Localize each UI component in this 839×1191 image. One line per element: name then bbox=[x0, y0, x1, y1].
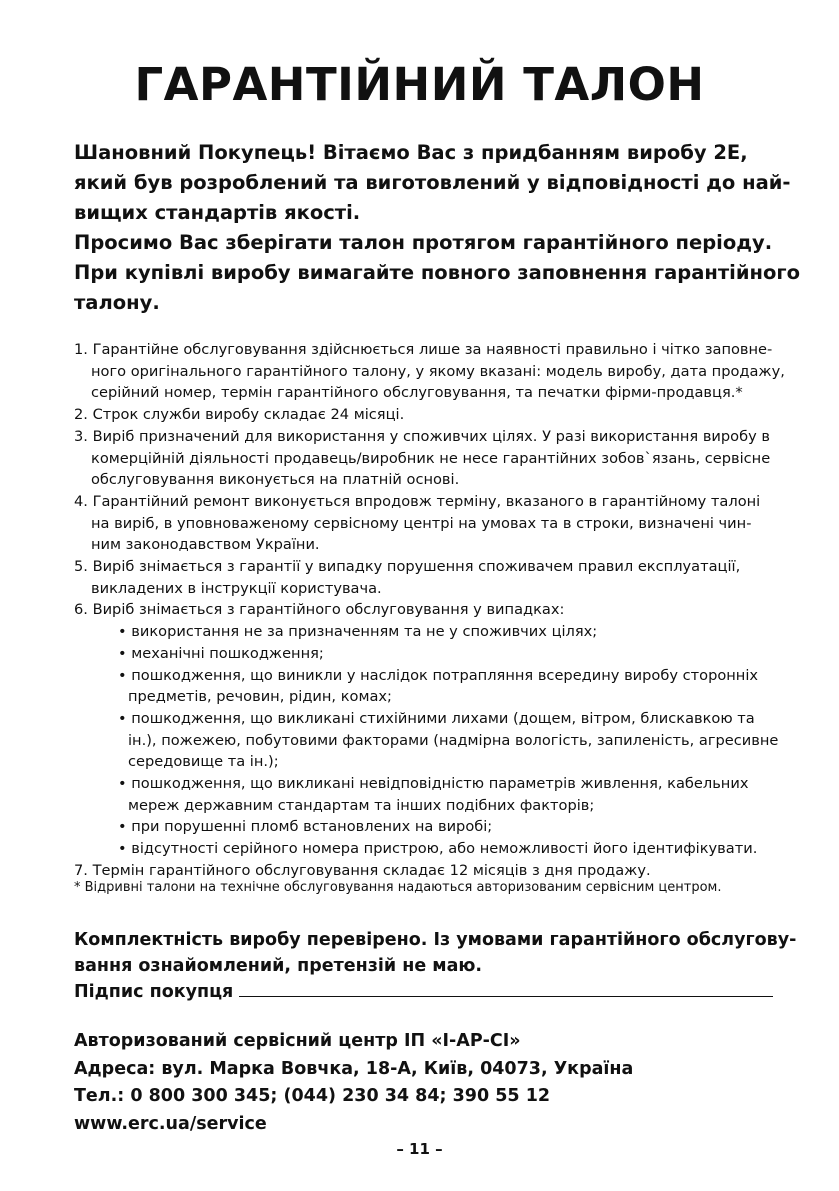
terms-bullet-line: • пошкодження, що викликані невідповідністю параметрів живлення, кабельних bbox=[118, 775, 749, 793]
terms-bullet-line: • механічні пошкодження; bbox=[118, 644, 324, 662]
terms-line: комерційній діяльності продавець/виробник не несе гарантійних зобов`язань, сервісне bbox=[91, 449, 771, 467]
page-title: ГАРАНТІЙНИЙ ТАЛОН bbox=[134, 58, 705, 111]
service-center-phone: Тел.: 0 800 300 345; (044) 230 34 84; 390 55 12 bbox=[74, 1086, 551, 1106]
terms-line: на виріб, в уповноваженому сервісному центрі на умовах та в строки, визначені чин- bbox=[91, 514, 752, 532]
confirmation-line: Комплектність виробу перевірено. Із умовами гарантійного обслугову- bbox=[74, 930, 797, 950]
intro-line: При купівлі виробу вимагайте повного заповнення гарантійного bbox=[74, 261, 800, 284]
terms-bullet-line: • відсутності серійного номера пристрою, або неможливості його ідентифікувати. bbox=[118, 840, 758, 858]
intro-line: який був розроблений та виготовлений у відповідності до най- bbox=[74, 171, 791, 194]
terms-bullet-line: • використання не за призначенням та не у споживчих цілях; bbox=[118, 623, 598, 641]
terms-line: 3. Виріб призначений для використання у споживчих цілях. У разі використання виробу в bbox=[74, 427, 770, 445]
intro-line: талону. bbox=[74, 291, 160, 314]
terms-line: 5. Виріб знімається з гарантії у випадку порушення споживачем правил експлуатації, bbox=[74, 558, 741, 576]
terms-line: ним законодавством України. bbox=[91, 536, 320, 554]
terms-bullet-line: предметів, речовин, рідин, комах; bbox=[128, 688, 392, 706]
service-center-address: Адреса: вул. Марка Вовчка, 18-А, Київ, 04073, Україна bbox=[74, 1058, 634, 1079]
terms-bullet-line: • пошкодження, що виникли у наслідок потрапляння всередину виробу сторонніх bbox=[118, 666, 759, 684]
terms-line: ного оригінального гарантійного талону, у якому вказані: модель виробу, дата продажу, bbox=[91, 362, 785, 380]
warranty-terms-list bbox=[74, 339, 785, 882]
intro-line: Шановний Покупець! Вітаємо Вас з придбанням виробу 2E, bbox=[74, 141, 748, 164]
terms-bullet-line: • пошкодження, що викликані стихійними лихами (дощем, вітром, блискавкою та bbox=[118, 709, 755, 727]
intro-line: вищих стандартів якості. bbox=[74, 201, 361, 224]
terms-bullet-line: мереж державним стандартам та інших подібних факторів; bbox=[128, 796, 595, 814]
intro-line: Просимо Вас зберігати талон протягом гарантійного періоду. bbox=[74, 231, 773, 254]
confirmation-line: вання ознайомлений, претензій не маю. bbox=[74, 956, 483, 976]
signature-row bbox=[74, 979, 796, 1005]
intro-paragraph bbox=[74, 138, 800, 318]
footnote: * Відривні талони на технічне обслуговування надаються авторизованим сервісним центром. bbox=[74, 880, 722, 895]
terms-line: 4. Гарантійний ремонт виконується впродовж терміну, вказаного в гарантійному талоні bbox=[74, 492, 761, 510]
buyer-confirmation bbox=[74, 927, 796, 1005]
page-number: – 11 – bbox=[396, 1140, 443, 1158]
terms-bullet-line: середовище та ін.); bbox=[128, 753, 279, 771]
service-center-website: www.erc.ua/service bbox=[74, 1113, 267, 1134]
signature-line[interactable] bbox=[239, 982, 773, 997]
service-center-info bbox=[74, 1028, 633, 1138]
signature-label: Підпис покупця bbox=[74, 982, 234, 1002]
terms-line: 6. Виріб знімається з гарантійного обслуговування у випадках: bbox=[74, 601, 565, 619]
terms-line: обслуговування виконується на платній основі. bbox=[91, 471, 460, 489]
terms-bullet-line: • при порушенні пломб встановлених на виробі; bbox=[118, 818, 493, 836]
terms-bullet-line: ін.), пожежею, побутовими факторами (надмірна вологість, запиленість, агресивне bbox=[128, 731, 779, 749]
terms-line: серійний номер, термін гарантійного обслуговування, та печатки фірми-продавця.* bbox=[91, 384, 743, 402]
terms-line: викладених в інструкції користувача. bbox=[91, 579, 382, 597]
terms-line: 2. Строк служби виробу складає 24 місяці. bbox=[74, 406, 405, 424]
terms-line: 7. Термін гарантійного обслуговування складає 12 місяців з дня продажу. bbox=[74, 861, 651, 879]
terms-line: 1. Гарантійне обслуговування здійснюється лише за наявності правильно і чітко заповне- bbox=[74, 341, 773, 358]
service-center-name: Авторизований сервісний центр ІП «І-АР-СІ» bbox=[74, 1031, 521, 1051]
